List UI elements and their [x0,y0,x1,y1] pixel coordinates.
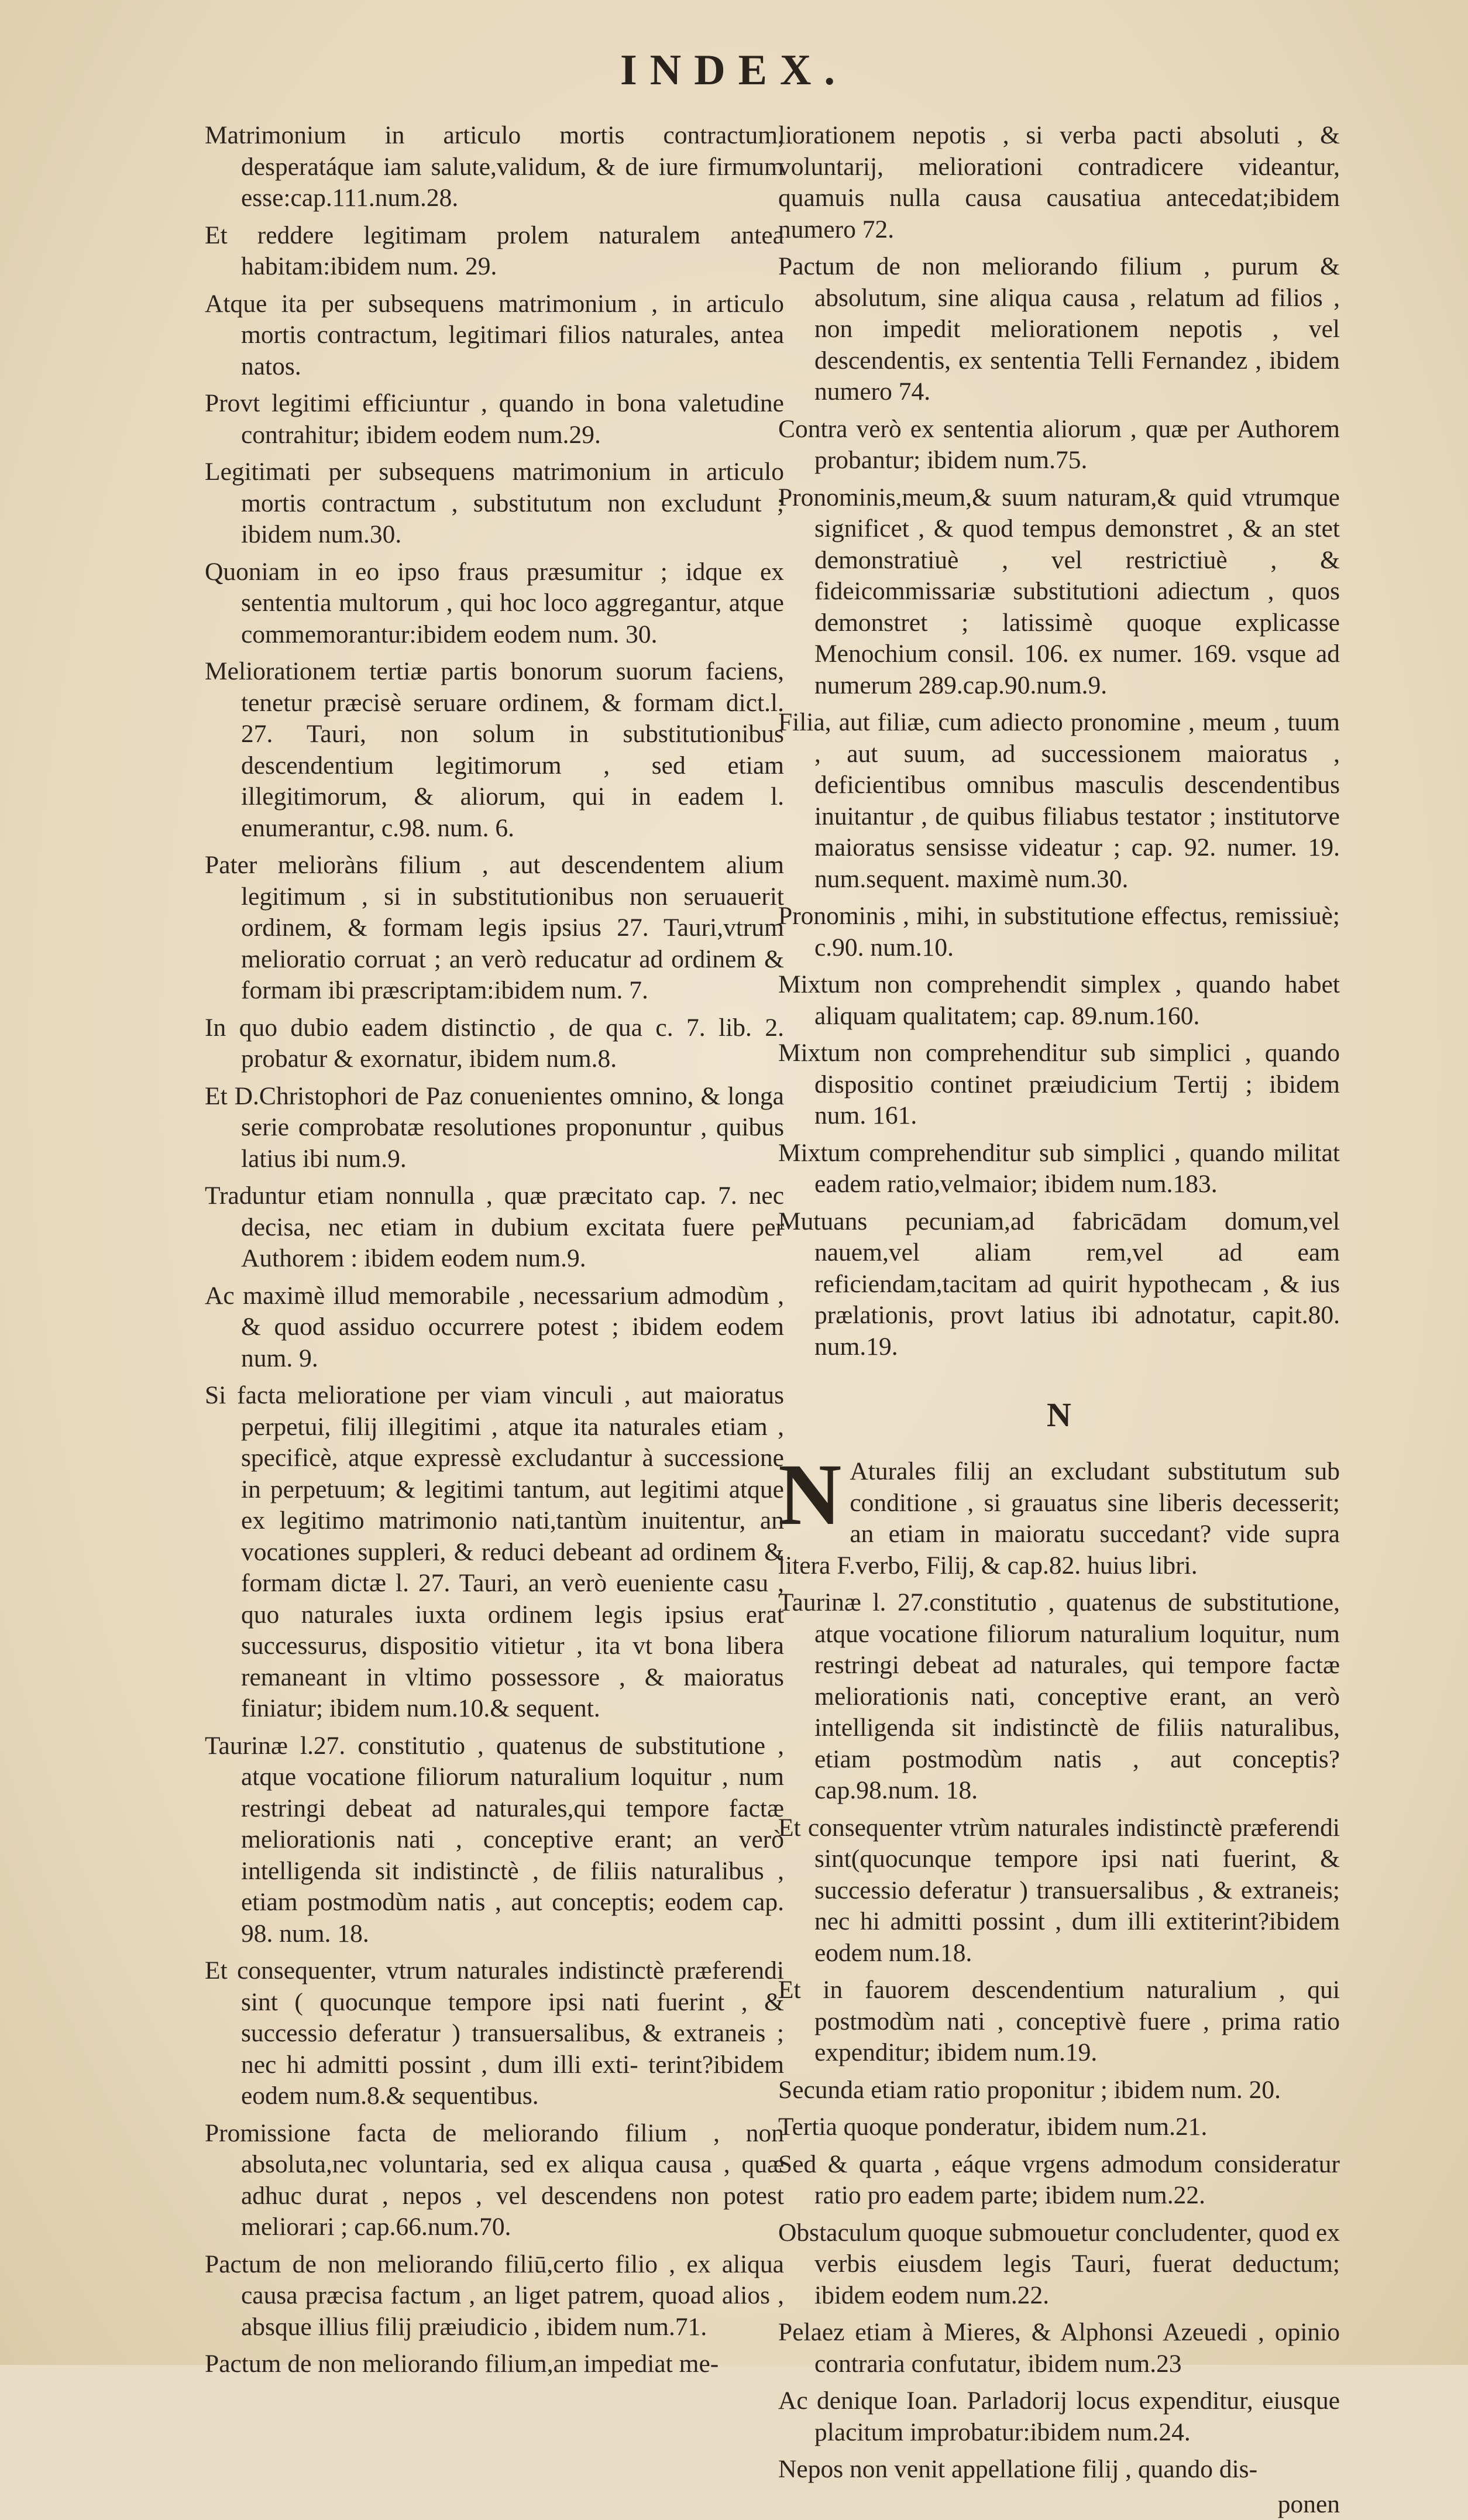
index-entry: Pronominis,meum,& suum naturam,& quid vtrumque significet , & quod tempus demonstret , & an stet demonstratiuè , vel restrictiuè , & fideicommissariæ substitutioni adiectum , quos demonstret ; latissimè quoque explicasse Menochium consil. 106. ex numer. 169. vsque ad numerum 289.cap.90.num.9. [778,482,1340,702]
index-entry: Contra verò ex sententia aliorum , quæ per Authorem probantur; ibidem num.75. [778,414,1340,476]
index-entry: Legitimati per subsequens matrimonium in articulo mortis contractum , substitutum non excludunt ; ibidem num.30. [205,456,784,551]
index-entry: Pelaez etiam à Mieres, & Alphonsi Azeuedi , opinio contraria confutatur, ibidem num.23 [778,2317,1340,2380]
index-entry: Meliorationem tertiæ partis bonorum suorum faciens, tenetur præcisè seruare ordinem, & formam dict.l. 27. Tauri, non solum in substitutionibus descendentium legitimorum , sed etiam illegitimorum, & aliorum, qui in eadem l. enumerantur, c.98. num. 6. [205,656,784,844]
index-entry: Mixtum comprehenditur sub simplici , quando militat eadem ratio,velmaior; ibidem num.183. [778,1138,1340,1200]
index-entry: Quoniam in eo ipso fraus præsumitur ; idque ex sententia multorum , qui hoc loco aggregantur, atque commemorantur:ibidem eodem num. 30. [205,557,784,651]
index-entry: Filia, aut filiæ, cum adiecto pronomine , meum , tuum , aut suum, ad successionem maioratus , deficientibus omnibus masculis descendentibus inuitantur , de quibus filiabus testator ; institutorve maioratus sensisse videatur ; cap. 92. numer. 19. num.sequent. maximè num.30. [778,707,1340,895]
index-entry: In quo dubio eadem distinctio , de qua c. 7. lib. 2. probatur & exornatur, ibidem num.8. [205,1012,784,1075]
index-entry: Nepos non venit appellatione filij , quando dis- [778,2454,1340,2485]
index-entry: Atque ita per subsequens matrimonium , in articulo mortis contractum, legitimari filios naturales, antea natos. [205,289,784,383]
index-entry: Pronominis , mihi, in substitutione effectus, remissiuè; c.90. num.10. [778,901,1340,963]
index-entry: Et consequenter, vtrum naturales indistinctè præferendi sint ( quocunque tempore ipsi nati fuerint , & successio deferatur ) transuersalibus, & extraneis ; nec hi admitti possint , dum illi exti- terint?ibidem eodem num.8.& sequentibus. [205,1955,784,2112]
index-entry: Obstaculum quoque submouetur concludenter, quod ex verbis eiusdem legis Tauri, fuerat deductum; ibidem eodem num.22. [778,2217,1340,2312]
index-entry: Ac maximè illud memorabile , necessarium admodùm , & quod assiduo occurrere potest ; ibidem eodem num. 9. [205,1280,784,1375]
index-entry: Taurinæ l. 27.constitutio , quatenus de substitutione, atque vocatione filiorum naturalium loquitur, num restringi debeat ad naturales, qui tempore factæ meliorationis nati, conceptive erant, an verò intelligenda sit indistinctè de filiis naturalibus, etiam postmodùm natis , aut conceptis? cap.98.num. 18. [778,1587,1340,1807]
index-entry: Tertia quoque ponderatur, ibidem num.21. [778,2112,1340,2143]
drop-cap: N [778,1460,841,1530]
index-entry: Provt legitimi efficiuntur , quando in bona valetudine contrahitur; ibidem eodem num.29. [205,388,784,451]
page-title: INDEX. [0,46,1468,95]
index-entry: Et D.Christophori de Paz conuenientes omnino, & longa serie comprobatæ resolutiones proponuntur , quibus latius ibi num.9. [205,1081,784,1175]
index-entry: Sed & quarta , eáque vrgens admodum consideratur ratio pro eadem parte; ibidem num.22. [778,2149,1340,2212]
section-letter: N [778,1398,1340,1433]
index-entry: Promissione facta de meliorando filium , non absoluta,nec voluntaria, sed ex aliqua causa , quæ adhuc durat , nepos , vel descendens non potest meliorari ; cap.66.num.70. [205,2118,784,2243]
catchword: ponen [778,2489,1340,2520]
index-entry: Et reddere legitimam prolem naturalem antea habitam:ibidem num. 29. [205,220,784,283]
index-entry: Taurinæ l.27. constitutio , quatenus de substitutione , atque vocatione filiorum naturalium loquitur , num restringi debeat ad naturales,qui tempore factæ meliorationis nati , conceptive erant; an verò intelligenda sit indistinctè , de filiis naturalibus , etiam postmodùm natis , aut conceptis; eodem cap. 98. num. 18. [205,1731,784,1950]
index-entry: Mixtum non comprehendit simplex , quando habet aliquam qualitatem; cap. 89.num.160. [778,969,1340,1032]
index-entry: Pactum de non meliorando filiū,certo filio , ex aliqua causa præcisa factum , an liget patrem, quoad alios , absque illius filij præiudicio , ibidem num.71. [205,2249,784,2343]
left-column [205,120,784,2344]
index-entry: Secunda etiam ratio proponitur ; ibidem num. 20. [778,2075,1340,2106]
index-entry: Pactum de non meliorando filium , purum & absolutum, sine aliqua causa , relatum ad filios , non impedit meliorationem nepotis , vel descendentis, ex sententia Telli Fernandez , ibidem numero 74. [778,251,1340,408]
index-entry: Ac denique Ioan. Parladorij locus expenditur, eiusque placitum improbatur:ibidem num.24. [778,2385,1340,2448]
index-entry: Si facta melioratione per viam vinculi , aut maioratus perpetui, filij illegitimi , atque ita naturales etiam , specificè, atque expressè excludantur à successione in perpetuum; & legitimi tantum, aut legitimi atque ex legitimo matrimonio nati,tantùm inuitentur, an vocationes suppleri, & reduci debeant ad ordinem & formam dictæ l. 27. Tauri, an verò eueniente casu , quo naturales iuxta ordinem legis ipsius erat successurus, dispositio vitietur , ita vt bona libera remaneant in vltimo possessore , & maioratus finiatur; ibidem num.10.& sequent. [205,1380,784,1725]
entry-text: Aturales filij an excludant substitutum sub conditione , si grauatus sine liberis decesserit; an etiam in maioratu succedant? vide supra litera F.verbo, Filij, & cap.82. huius libri. [778,1457,1340,1580]
index-entry: Mutuans pecuniam,ad fabricādam domum,vel nauem,vel aliam rem,vel ad eam reficiendam,tacitam ad quirit hypothecam , & ius prælationis, provt latius ibi adnotatur, capit.80. num.19. [778,1206,1340,1363]
index-entry: Et in fauorem descendentium naturalium , qui postmodùm nati , conceptivè fuere , prima ratio expenditur; ibidem num.19. [778,1975,1340,2069]
index-entry: liorationem nepotis , si verba pacti absoluti , & voluntarij, meliorationi contradicere videantur, quamuis nulla causa causatiua antecedat;ibidem numero 72. [778,120,1340,245]
index-entry: Pater melioràns filium , aut descendentem alium legitimum , si in substitutionibus non seruauerit ordinem, & formam legis ipsius 27. Tauri,vtrum melioratio corruat ; an verò reducatur ad ordinem & formam ibi præscriptam:ibidem num. 7. [205,850,784,1007]
index-entry: Mixtum non comprehenditur sub simplici , quando dispositio continet præiudicium Tertij ; ibidem num. 161. [778,1038,1340,1132]
index-entry: Traduntur etiam nonnulla , quæ præcitato cap. 7. nec decisa, nec etiam in dubium excitata fuere per Authorem : ibidem eodem num.9. [205,1180,784,1275]
index-entry: Et consequenter vtrùm naturales indistinctè præferendi sint(quocunque tempore ipsi nati fuerint, & successio deferatur ) transuersalibus , & extraneis; nec hi admitti possint , dum illi extiterint?ibidem eodem num.18. [778,1812,1340,1969]
right-column [778,120,1340,2344]
index-entry: Matrimonium in articulo mortis contractum, desperatáque iam salute,validum, & de iure firmum esse:cap.111.num.28. [205,120,784,214]
index-entry [778,1456,1340,1581]
index-entry: Pactum de non meliorando filium,an impediat me- [205,2349,784,2380]
